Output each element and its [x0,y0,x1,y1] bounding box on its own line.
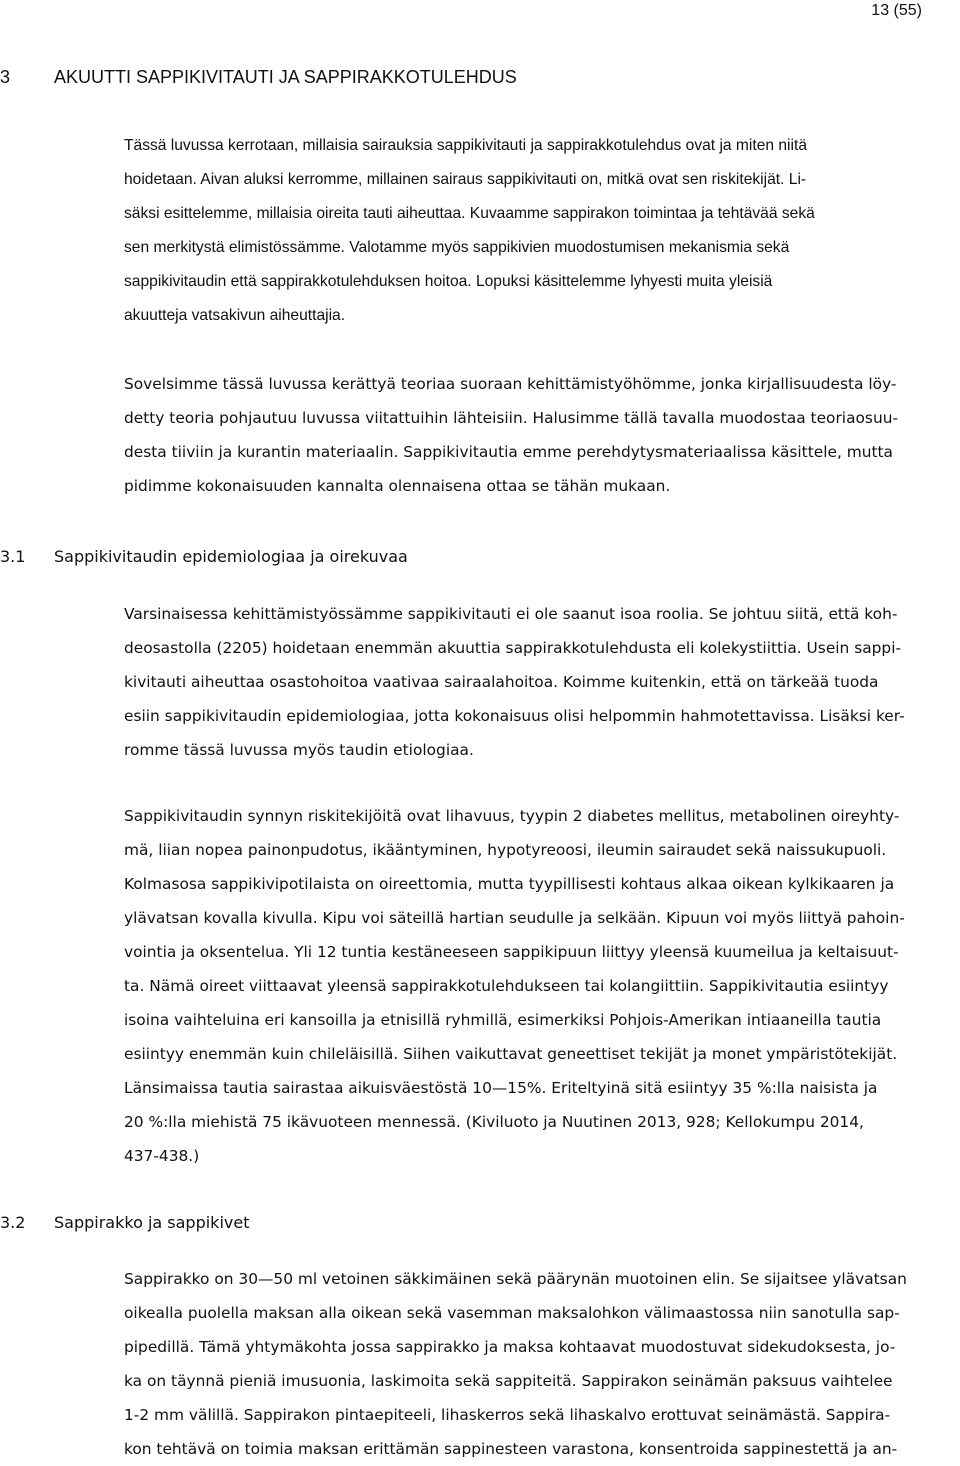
text-line: ta. Nämä oireet viittaavat yleensä sappirakkotulehdukseen tai kolangiittiin. Sappikivitautia esiintyy [124,977,889,995]
text-line: 1-2 mm välillä. Sappirakon pintaepiteeli, lihaskerros sekä lihaskalvo erottuvat seinämästä. Sappira- [124,1406,891,1424]
text-line: detty teoria pohjautuu luvussa viitattuihin lähteisiin. Halusimme tällä tavalla muodostaa teoriaosuu- [124,409,899,427]
text-line: 20 %:lla miehistä 75 ikävuoteen mennessä. (Kiviluoto ja Nuutinen 2013, 928; Kellokumpu 2014, [124,1113,864,1131]
section-title: Sappirakko ja sappikivet [54,1213,250,1232]
section-3-2-paragraph-1 [124,1262,950,1466]
section-3-1-paragraph-2 [124,799,950,1173]
text-line: deosastolla (2205) hoidetaan enemmän akuuttia sappirakkotulehdusta eli kolekystiittia. Usein sappi- [124,639,902,657]
section-title: Sappikivitaudin epidemiologiaa ja oirekuvaa [54,547,408,566]
section-number: 3.1 [0,547,26,566]
text-line: Tässä luvussa kerrotaan, millaisia sairauksia sappikivitauti ja sappirakkotulehdus ovat ja miten niitä [124,137,807,154]
page-number: 13 (55) [871,2,922,19]
section-heading-3-2 [0,1212,249,1234]
text-line: oikealla puolella maksan alla oikean sekä vasemman maksalohkon välimaastossa niin sanotulla sap- [124,1304,900,1322]
text-line: kon tehtävä on toimia maksan erittämän sappinesteen varastona, konsentroida sappinestettä ja an- [124,1440,898,1458]
text-line: Sappikivitaudin synnyn riskitekijöitä ovat lihavuus, tyypin 2 diabetes mellitus, metabolinen oireyhty- [124,807,900,825]
text-line: akuutteja vatsakivun aiheuttajia. [124,307,346,324]
text-line: sen merkitystä elimistössämme. Valotamme myös sappikivien muodostumisen mekanismia sekä [124,239,790,256]
chapter-title: AKUUTTI SAPPIKIVITAUTI JA SAPPIRAKKOTULEHDUS [54,67,517,87]
section-3-1-paragraph-1 [124,597,950,767]
text-line: vointia ja oksentelua. Yli 12 tuntia kestäneeseen sappikipuun liittyy yleensä kuumeilua ja keltaisuut- [124,943,899,961]
section-number: 3.2 [0,1213,26,1232]
text-line: Länsimaissa tautia sairastaa aikuisväestöstä 10—15%. Eriteltyinä sitä esiintyy 35 %:lla naisista ja [124,1079,878,1097]
text-line: esiin sappikivitaudin epidemiologiaa, jotta kokonaisuus olisi helpommin hahmotettavissa. Lisäksi ker- [124,707,905,725]
section-heading-3-1 [0,546,408,568]
text-line: desta tiiviin ja kurantin materiaalin. Sappikivitautia emme perehdytysmateriaalissa käsittele, mutta [124,443,893,461]
text-line: sappikivitaudin että sappirakkotulehduksen hoitoa. Lopuksi käsittelemme lyhyesti muita yleisiä [124,273,773,290]
text-line: romme tässä luvussa myös taudin etiologiaa. [124,741,474,759]
text-line: ylävatsan kovalla kivulla. Kipu voi säteillä hartian seudulle ja selkään. Kipuun voi myös liittyä pahoin- [124,909,905,927]
text-line: Kolmasosa sappikivipotilaista on oireettomia, mutta tyypillisesti kohtaus alkaa oikean kylkikaaren ja [124,875,895,893]
text-line: Sappirakko on 30—50 ml vetoinen säkkimäinen sekä päärynän muotoinen elin. Se sijaitsee ylävatsan [124,1270,907,1288]
text-line: hoidetaan. Aivan aluksi kerromme, millainen sairaus sappikivitauti on, mitkä ovat sen riskitekijät. Li- [124,171,807,188]
text-line: säksi esittelemme, millaisia oireita tauti aiheuttaa. Kuvaamme sappirakon toimintaa ja tehtävää sekä [124,205,815,222]
text-line: isoina vaihteluina eri kansoilla ja etnisillä ryhmillä, esimerkiksi Pohjois-Amerikan intiaaneilla tautia [124,1011,882,1029]
chapter-heading [0,66,517,88]
text-line: mä, liian nopea painonpudotus, ikääntyminen, hypotyreoosi, ileumin sairaudet sekä naissukupuoli. [124,841,887,859]
text-line: kivitauti aiheuttaa osastohoitoa vaativaa sairaalahoitoa. Koimme kuitenkin, että on tärkeää tuoda [124,673,879,691]
text-line: ka on täynnä pieniä imusuonia, laskimoita sekä sappiteitä. Sappirakon seinämän paksuus vaihtelee [124,1372,893,1390]
text-line: esiintyy enemmän kuin chileläisillä. Siihen vaikuttavat geneettiset tekijät ja monet ympäristötekijät. [124,1045,898,1063]
text-line: Varsinaisessa kehittämistyössämme sappikivitauti ei ole saanut isoa roolia. Se johtuu siitä, että koh- [124,605,898,623]
chapter-number: 3 [0,67,11,87]
text-line: Sovelsimme tässä luvussa kerättyä teoriaa suoraan kehittämistyöhömme, jonka kirjallisuudesta löy- [124,375,897,393]
text-line: pidimme kokonaisuuden kannalta olennaisena ottaa se tähän mukaan. [124,477,671,495]
method-paragraph [124,367,950,503]
text-line: pipedillä. Tämä yhtymäkohta jossa sappirakko ja maksa kohtaavat muodostuvat sidekudoksesta, jo- [124,1338,896,1356]
intro-paragraph [124,129,950,333]
text-line: 437-438.) [124,1147,200,1165]
